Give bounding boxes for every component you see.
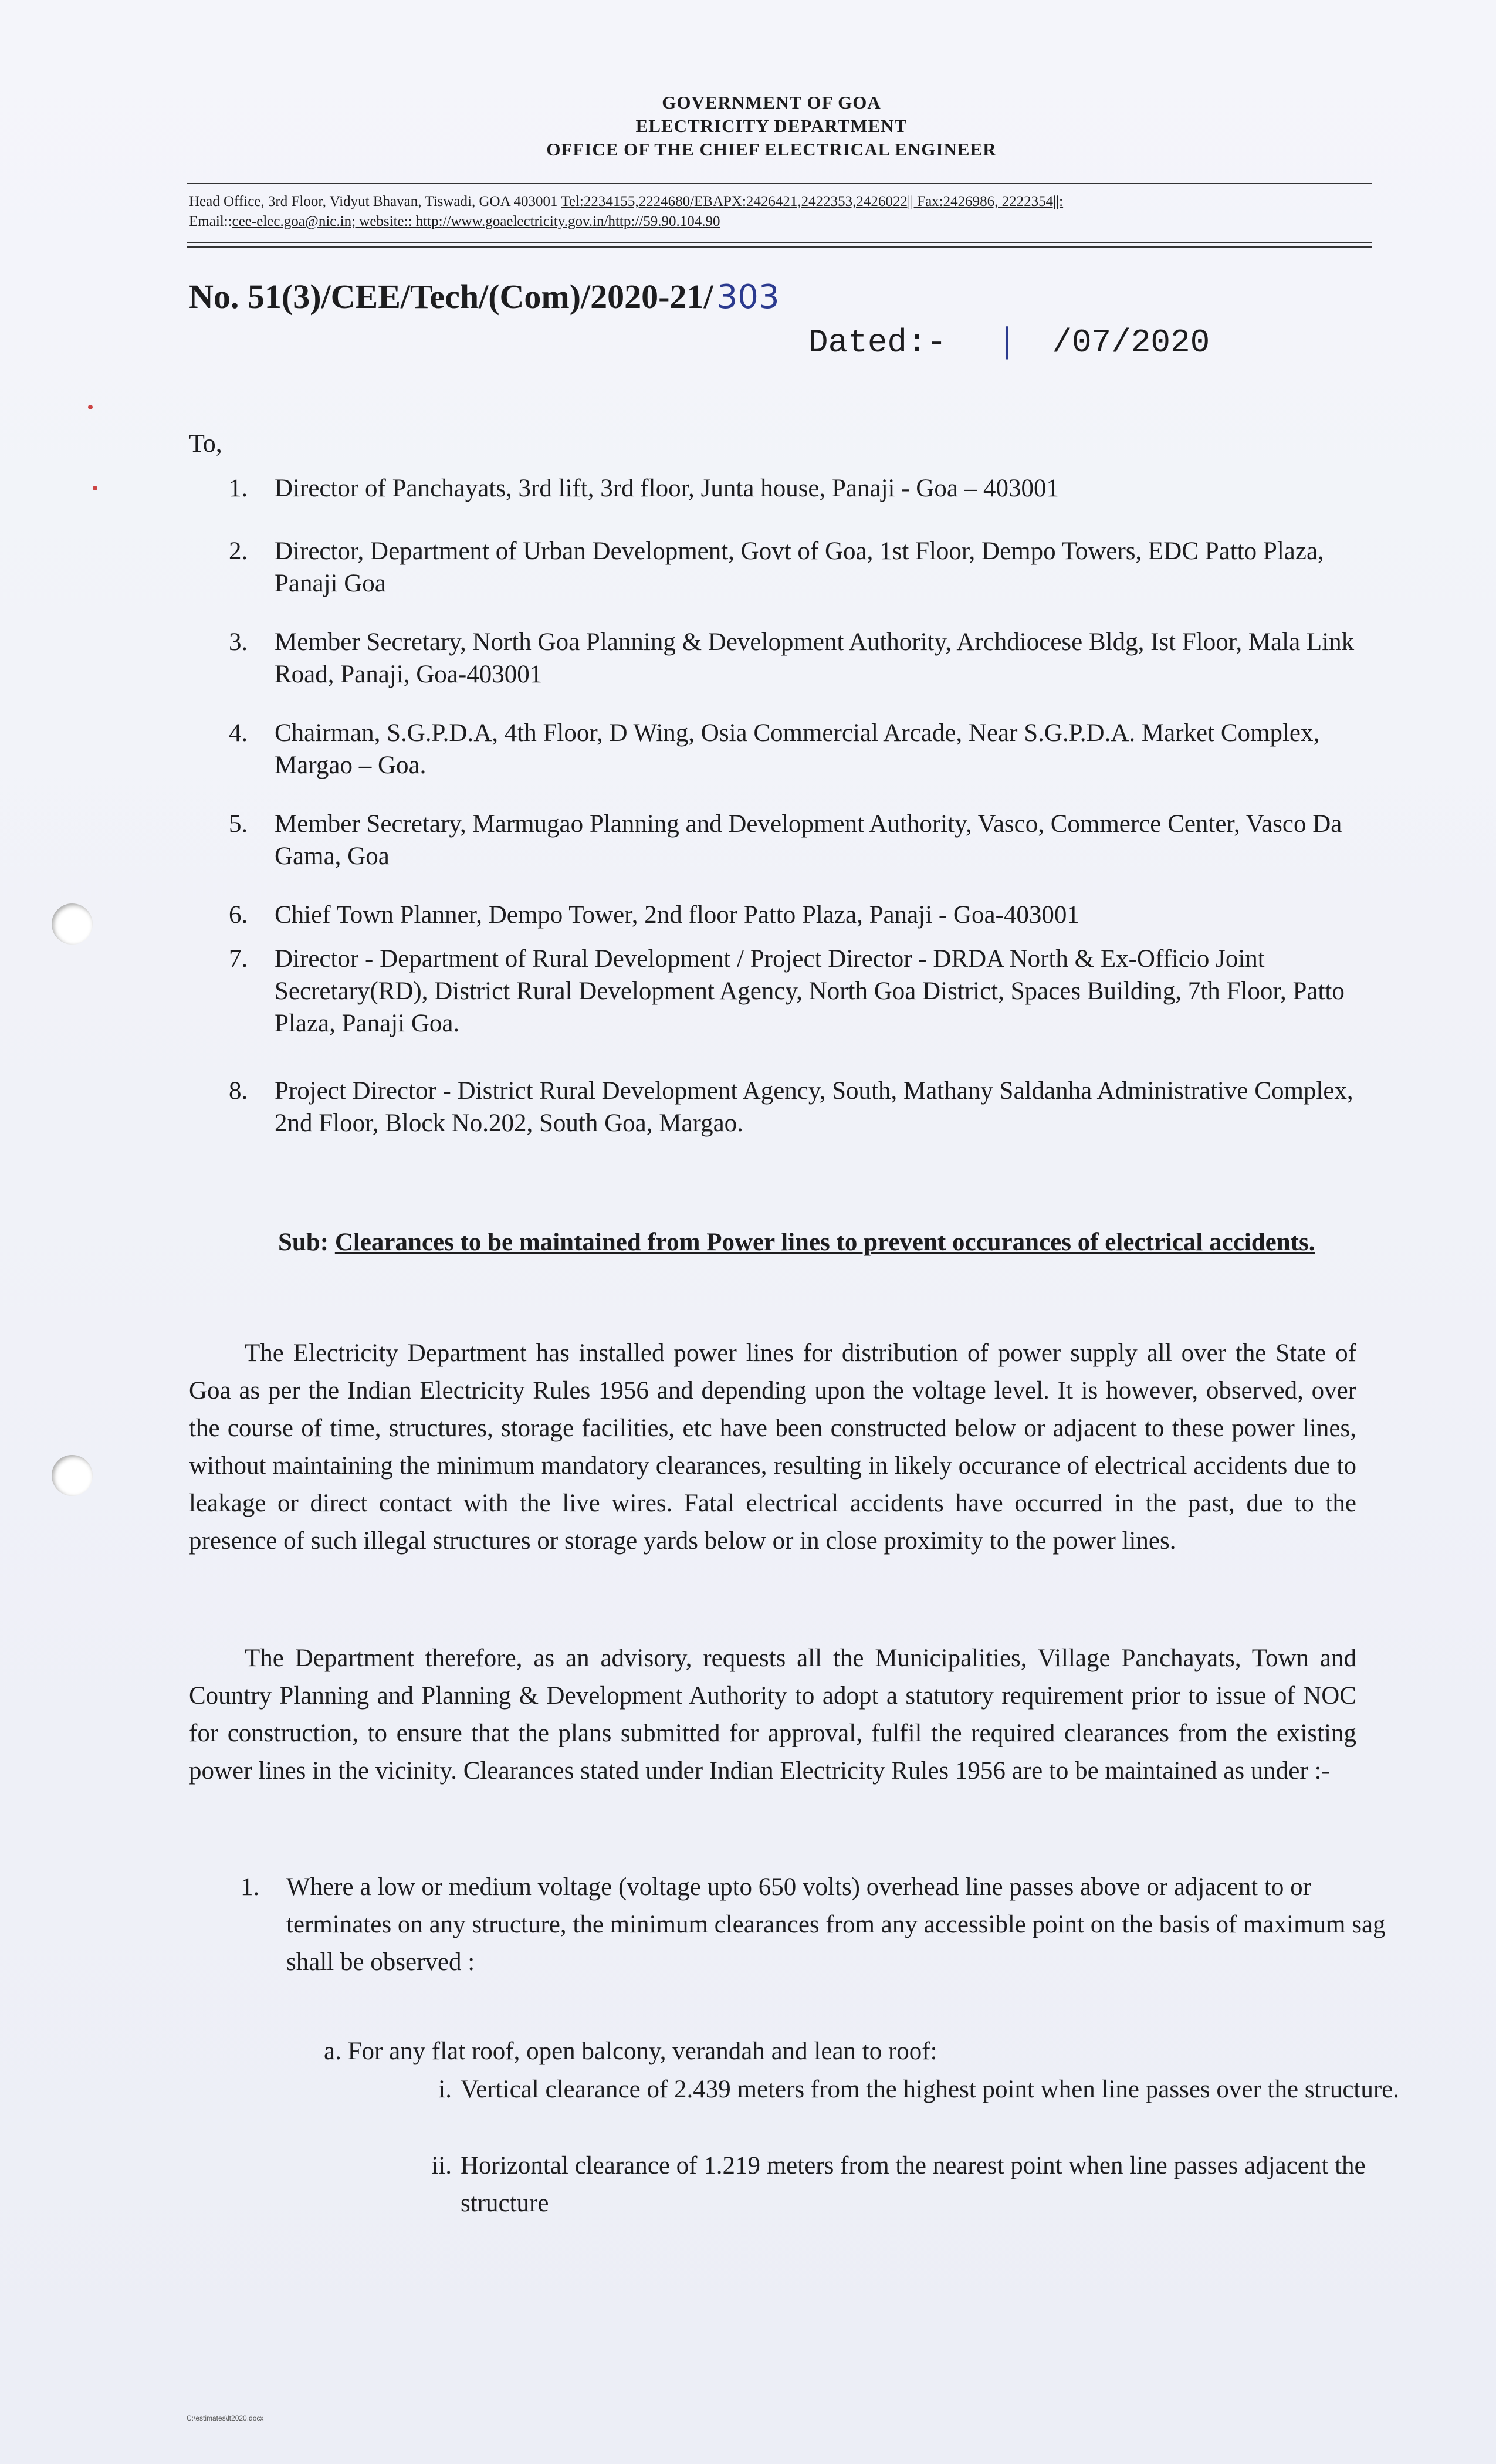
header-rule-bottom <box>187 242 1372 243</box>
body-paragraph-1: The Electricity Department has installed power lines for distribution of power supply all over the State of Goa as per the Indian Electricity Rules 1956 and depending upon the voltage level. It is however, observed, over the course of time, structures, storage facilities, etc have been constructed below or adjacent to these power lines, without maintaining the minimum mandatory clearances, resulting in likely occurance of electrical accidents due to leakage or direct contact with the live wires. Fatal electrical accidents have occurred in the past, due to the presence of such illegal structures or storage yards below or in close proximity to the power lines. <box>189 1339 1356 1555</box>
footer-file-path: C:\estimates\lt2020.docx <box>187 2414 264 2422</box>
handwritten-reference: 303 <box>716 278 780 316</box>
dated-month-year: /07/2020 <box>1052 324 1210 361</box>
date-line <box>808 321 1210 361</box>
clearance-point-1: 1. Where a low or medium voltage (voltage upto 650 volts) overhead line passes above or adjacent to or terminates on any structure, the minimum clearances from any accessible point on the basis of maximum sag shall be observed : <box>241 1873 1386 1976</box>
clearance-roman-ii: ii. Horizontal clearance of 1.219 meters from the nearest point when line passes adjacent the structure <box>431 2152 1366 2217</box>
letterhead <box>176 91 1367 161</box>
contact-email-label: Email:: <box>189 214 232 229</box>
addressee-item: 5. Member Secretary, Marmugao Planning and Development Authority, Vasco, Commerce Center, Vasco Da Gama, Goa <box>229 810 1342 870</box>
subject-line <box>278 1226 1352 1258</box>
contact-email: cee-elec.goa@nic.in; website:: http://www.goaelectricity.gov.in/http://59.90.104.90 <box>232 214 720 229</box>
addressee-item: 7. Director - Department of Rural Development / Project Director - DRDA North & Ex-Officio Joint Secretary(RD), District Rural Development Agency, North Goa District, Spaces Building, 7th Floor, Patto Plaza, Panaji Goa. <box>229 945 1345 1037</box>
subject-label: Sub: <box>278 1228 329 1256</box>
letterhead-government: GOVERNMENT OF GOA <box>662 92 881 113</box>
letterhead-department: ELECTRICITY DEPARTMENT <box>635 116 908 136</box>
contact-line-1 <box>189 192 1374 212</box>
addressee-item: 2. Director, Department of Urban Development, Govt of Goa, 1st Floor, Dempo Towers, EDC Patto Plaza, Panaji Goa <box>229 537 1324 597</box>
reference-number-text: No. 51(3)/CEE/Tech/(Com)/2020-21/ <box>189 277 713 316</box>
header-rule-bottom-double <box>187 246 1372 248</box>
contact-block <box>189 192 1374 232</box>
addressee-item: 6. Chief Town Planner, Dempo Tower, 2nd floor Patto Plaza, Panaji - Goa-403001 <box>229 901 1079 929</box>
clearance-roman-i: i. Vertical clearance of 2.439 meters from the highest point when line passes over the structure. <box>438 2076 1400 2103</box>
dated-label: Dated:- <box>808 324 947 361</box>
addressee-item: 1. Director of Panchayats, 3rd lift, 3rd floor, Junta house, Panaji - Goa – 403001 <box>229 475 1059 502</box>
contact-line-2 <box>189 212 1374 232</box>
addressee-list <box>188 472 1355 1139</box>
subject-text: Clearances to be maintained from Power lines to prevent occurances of electrical accidents. <box>334 1228 1315 1256</box>
reference-number <box>189 277 779 316</box>
punch-hole-bottom <box>52 1455 93 1496</box>
ink-speck <box>88 405 93 409</box>
clearance-subpoint-a: a. For any flat roof, open balcony, verandah and lean to roof: <box>324 2037 937 2065</box>
ink-speck <box>93 486 97 490</box>
letterhead-office: OFFICE OF THE CHIEF ELECTRICAL ENGINEER <box>546 139 997 160</box>
body-paragraph-2: The Department therefore, as an advisory, requests all the Municipalities, Village Panchayats, Town and Country Planning and Planning & Development Authority to adopt a statutory requirement prior to issue of NOC for construction, to ensure that the plans submitted for approval, fulfil the required clearances from the existing power lines in the vicinity. Clearances stated under Indian Electricity Rules 1956 are to be maintained as under :- <box>189 1644 1356 1785</box>
addressee-item: 4. Chairman, S.G.P.D.A, 4th Floor, D Wing, Osia Commercial Arcade, Near S.G.P.D.A. Market Complex, Margao – Goa. <box>229 719 1320 779</box>
addressee-item: 3. Member Secretary, North Goa Planning & Development Authority, Archdiocese Bldg, Ist Floor, Mala Link Road, Panaji, Goa-403001 <box>229 628 1355 688</box>
punch-hole-top <box>52 903 93 945</box>
contact-tel: Tel:2234155,2224680/EBAPX:2426421,2422353,2426022|| Fax:2426986, 2222354||: <box>561 194 1064 209</box>
to-label: To, <box>189 429 222 458</box>
dated-day-handwritten: | <box>1001 321 1013 360</box>
addressee-item: 8. Project Director - District Rural Development Agency, South, Mathany Saldanha Administrative Complex, 2nd Floor, Block No.202, South Goa, Margao. <box>229 1077 1353 1137</box>
header-rule-top <box>187 183 1372 184</box>
contact-address: Head Office, 3rd Floor, Vidyut Bhavan, Tiswadi, GOA 403001 <box>189 194 558 209</box>
